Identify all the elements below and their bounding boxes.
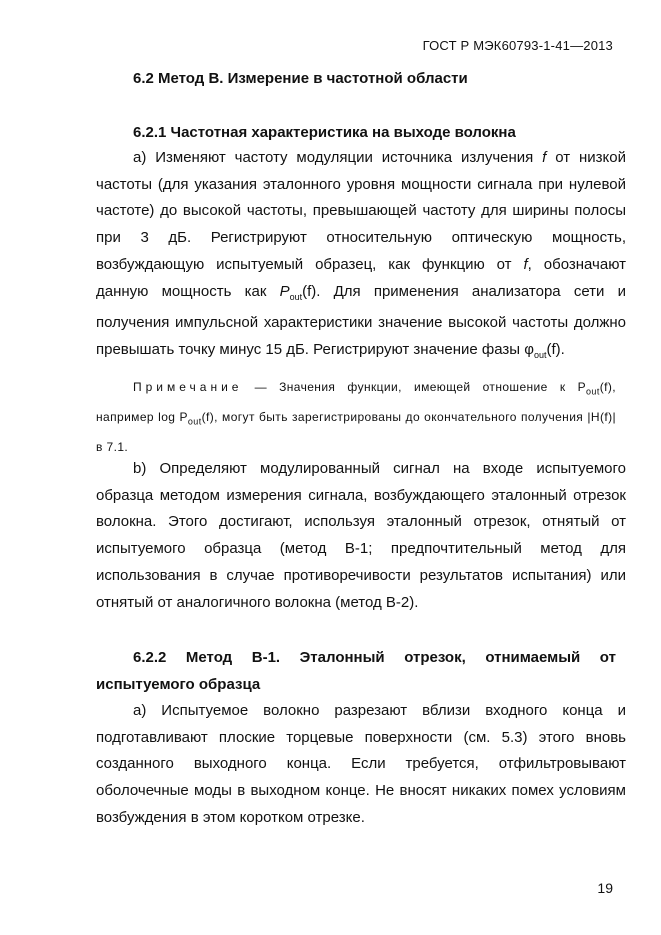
- document-header: ГОСТ Р МЭК60793-1-41—2013: [422, 38, 613, 53]
- note-paragraph: Примечание — Значения функции, имеющей отношение к $P_{out}(f)$, например $\log P_{out}(f)$, могут быть зарегистрированы до окончательного получения |H(f)| в 7.1.: [96, 380, 616, 454]
- section-6-2-2-title: 6.2.2 Метод В-1. Эталонный отрезок, отнимаемый от испытуемого образца: [96, 649, 616, 693]
- section-6-2-1-title: 6.2.1 Частотная характеристика на выходе волокна: [133, 124, 516, 141]
- paragraph-6-2-1-b: b) Определяют модулированный сигнал на входе испытуемого образца методом измерения сигнала, возбуждающего эталонный отрезок волокна. Этого достигают, используя эталонный отрезок, отнятый от испытуемого образца (метод В-1; предпочтительный метод для использования в случае противоречивости результатов испытания) или отнятый от аналогичного волокна (метод В-2).: [96, 460, 626, 611]
- paragraph-6-2-2-a: а) Испытуемое волокно разрезают вблизи входного конца и подготавливают плоские торцевые поверхности (см. 5.3) этого вновь созданного выходного конца. Если требуется, отфильтровывают оболочечные моды в выходном конце. Не вносят никаких помех условиям возбуждения в этом коротком отрезке.: [96, 702, 626, 826]
- paragraph-6-2-1-a: а) Изменяют частоту модуляции источника излучения f от низкой частоты (для указания эталонного уровня мощности сигнала при нулевой частоте) до высокой частоты, превышающей частоту для ширины полосы при 3 дБ. Регистрируют относительную оптическую мощность, возбуждающую испытуемый образец, как функцию от f, обозначают данную мощность как $P_{out}(f)$. Для применения анализатора сети и получения импульсной характеристики значение высокой частоты должно превышать точку минус 15 дБ. Регистрируют значение фазы $\varphi_{out}(f)$.: [96, 149, 626, 360]
- section-6-2-title: 6.2 Метод В. Измерение в частотной области: [133, 70, 468, 87]
- page-number: 19: [597, 880, 613, 896]
- note-label: Примечание: [133, 380, 243, 394]
